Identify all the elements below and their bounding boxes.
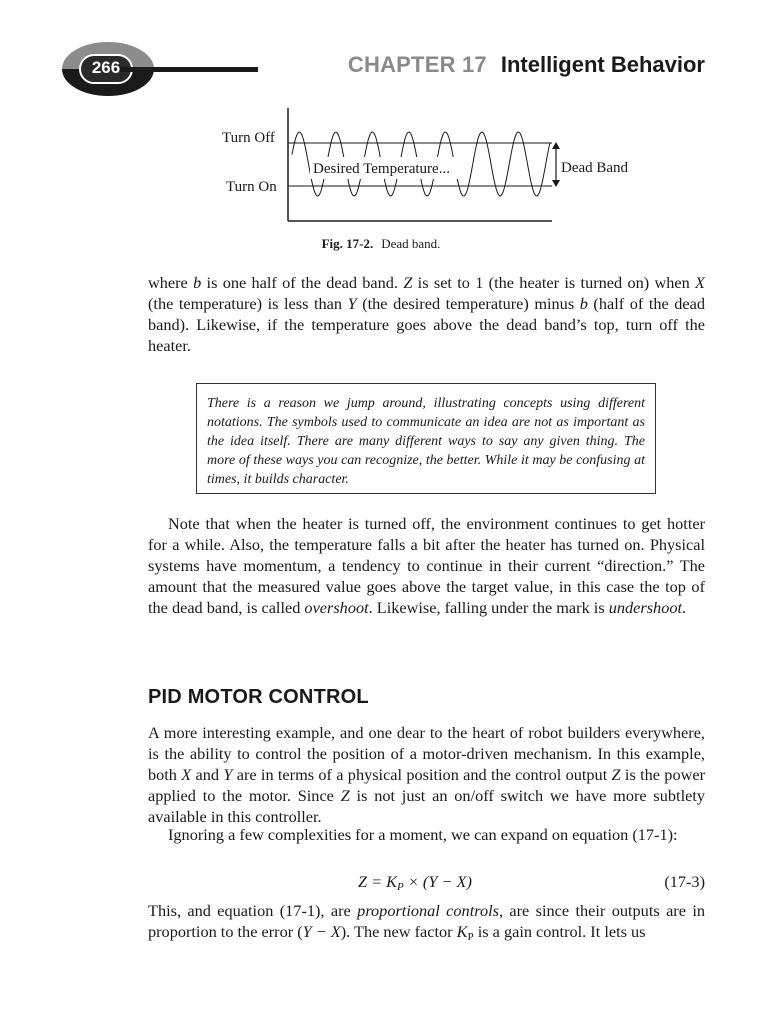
paragraph-overshoot: Note that when the heater is turned off, the environment continues to get hotter for a while. Also, the temperature falls a bit after the heater has turned on. Physical systems have momentum, a tendency to continue in their current “direction.” The amount that the measured value goes above the target value, in this case the top of the dead band, is called overshoot. Likewise, falling under the mark is undershoot. — [148, 514, 705, 617]
desired-temperature-label: Desired Temperature... — [313, 161, 450, 177]
caption-text: Dead band. — [381, 236, 441, 251]
equation-17-3 — [148, 872, 705, 893]
equation-body: $Z = K_P \times (Y - X)$ — [358, 872, 472, 893]
chapter-label: CHAPTER 17 — [347, 52, 487, 77]
dead-band-label: Dead Band — [561, 160, 629, 176]
turn-on-label: Turn On — [226, 179, 277, 195]
paragraph-proportional: This, and equation (17-1), are proportional controls, are since their outputs are in proportion to the error (Y − X). The new factor $K_P$ is a gain control. It lets us — [148, 901, 705, 943]
figure-caption — [0, 236, 762, 252]
turn-off-label: Turn Off — [222, 130, 275, 146]
caption-number: Fig. 17-2. — [321, 236, 374, 251]
paragraph-motor-control: A more interesting example, and one dear to the heart of robot builders everywhere, is the ability to control the position of a motor-driven mechanism. In this example, both X and Y are in terms of a physical position and the control output Z is the power applied to the motor. Since Z is not just an on/off switch we have more subtlety available in this controller. — [148, 723, 705, 826]
paragraph-dead-band: where b is one half of the dead band. Z is set to 1 (the heater is turned on) when X (the temperature) is less than Y (the desired temperature) minus b (half of the dead band). Likewise, if the temperature goes above the dead band’s top, turn off the heater. — [148, 273, 706, 355]
header-rule — [120, 67, 258, 72]
chapter-title: Intelligent Behavior — [500, 52, 705, 77]
dead-band-arrow-up — [552, 142, 560, 149]
running-head — [348, 52, 705, 78]
note-box — [196, 383, 656, 494]
section-heading: PID MOTOR CONTROL — [148, 686, 369, 708]
dead-band-arrow-down — [552, 180, 560, 187]
page-number: 266 — [91, 58, 121, 77]
equation-number: (17-3) — [664, 872, 705, 891]
note-text: There is a reason we jump around, illustrating concepts using different notations. The symbols used to communicate an idea are not as important as the idea itself. There are many different ways to say any given thing. The more of these ways you can recognize, the better. While it may be confusing at times, it builds character. — [207, 396, 645, 487]
paragraph-expand: Ignoring a few complexities for a moment, we can expand on equation (17-1): — [168, 825, 678, 844]
